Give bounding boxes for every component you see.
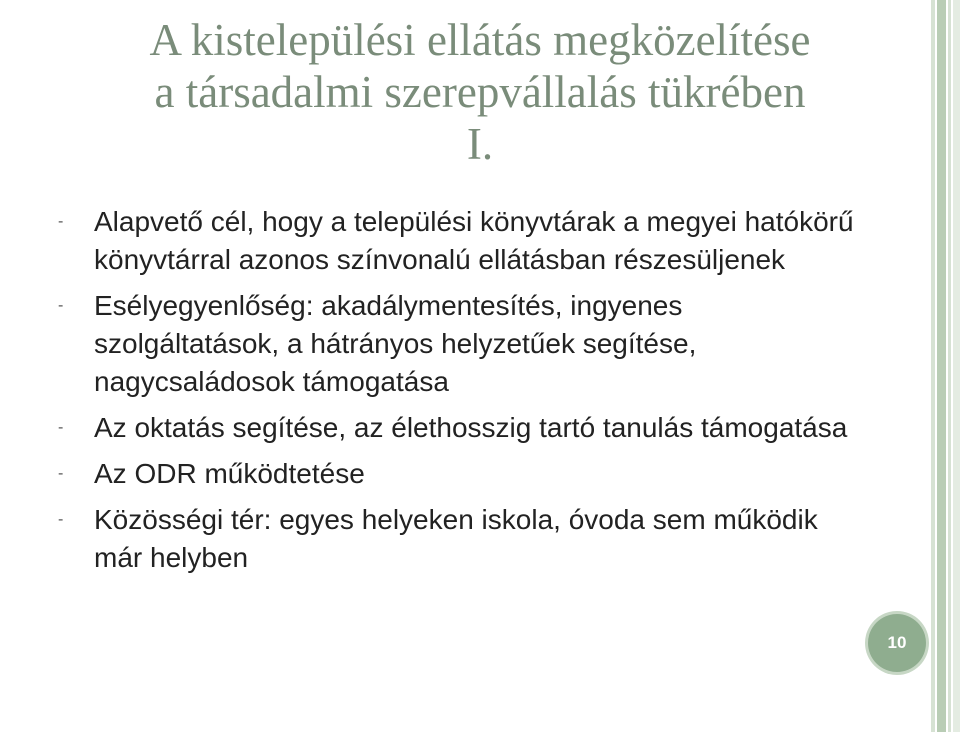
page-number-badge: 10 [868, 614, 926, 672]
list-item-text: Az oktatás segítése, az élethosszig tartó tanulás támogatása [94, 412, 848, 443]
list-item-text: Az ODR működtetése [94, 458, 365, 489]
bullet-marker: - [58, 465, 64, 482]
bullet-list [58, 203, 858, 585]
decorative-stripe [931, 0, 935, 732]
slide-title-line-1: A kistelepülési ellátás megközelítése [149, 15, 811, 65]
slide-title-line-2: a társadalmi szerepvállalás tükrében [154, 67, 806, 117]
bullet-marker: - [58, 419, 64, 436]
decorative-stripe [953, 0, 960, 732]
slide-title [40, 14, 920, 170]
slide-title-line-3: I. [466, 119, 494, 169]
bullet-marker: - [58, 511, 64, 528]
list-item [58, 409, 858, 447]
list-item [58, 455, 858, 493]
list-item [58, 203, 858, 279]
list-item-text: Közösségi tér: egyes helyeken iskola, óvoda sem működik már helyben [94, 504, 818, 573]
decorative-stripe [948, 0, 951, 732]
list-item-text: Esélyegyenlőség: akadálymentesítés, ingyenes szolgáltatások, a hátrányos helyzetűek segítése, nagycsaládosok támogatása [94, 290, 697, 397]
decorative-stripe [937, 0, 946, 732]
list-item [58, 501, 858, 577]
bullet-marker: - [58, 297, 64, 314]
bullet-marker: - [58, 213, 64, 230]
list-item-text: Alapvető cél, hogy a települési könyvtárak a megyei hatókörű könyvtárral azonos színvonalú ellátásban részesüljenek [94, 206, 854, 275]
list-item [58, 287, 858, 401]
